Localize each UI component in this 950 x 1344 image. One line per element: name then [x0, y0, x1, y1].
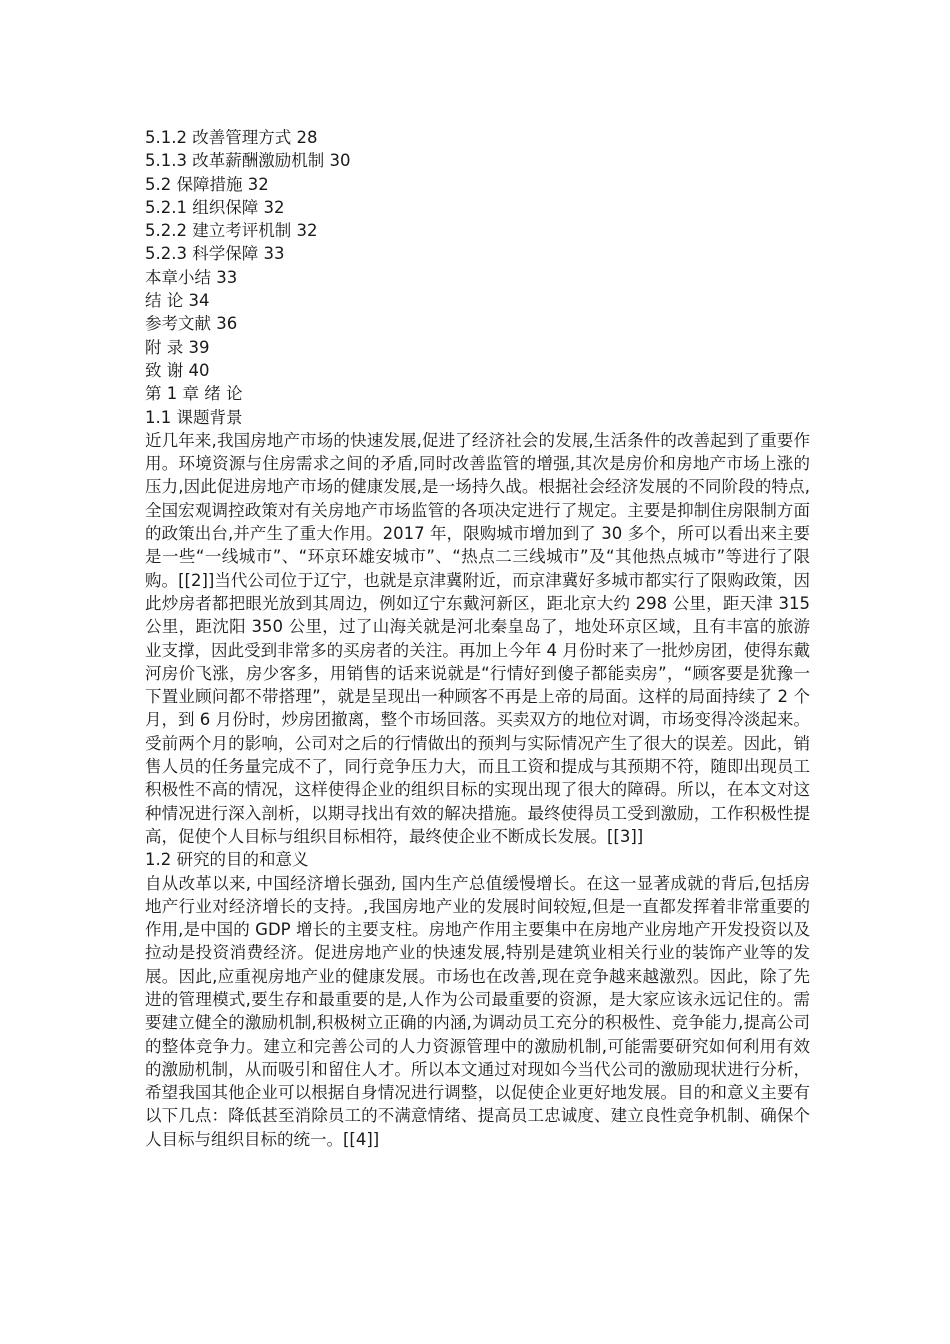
toc-entry: 结 论 34 [145, 291, 210, 311]
toc-entry: 参考文献 36 [145, 314, 238, 334]
toc-entry: 本章小结 33 [145, 267, 238, 287]
toc-entry: 5.1.2 改善管理方式 28 [145, 128, 318, 147]
toc-entry: 致 谢 40 [145, 360, 210, 380]
toc-entry: 5.2.3 科学保障 33 [145, 244, 285, 264]
toc-entry: 附 录 39 [145, 337, 210, 357]
section-paragraph: 自从改革以来, 中国经济增长强劲, 国内生产总值缓慢增长。在这一显著成就的背后,包括房地产行业对经济增长的支持。,我国房地产业的发展时间较短,但是一直都发挥着非常重要的作用,是中国的 GDP 增长的主要支柱。房地产作用主要集中在房地产业房地产开发投资以及拉动是投资消费经济。促进房地产业的快速发展,特别是建筑业相关行业的装饰产业等的发展。因此,应重视房地产业的健康发展。市场也在改善,现在竞争越来越激烈。因此，除了先进的管理模式,要生存和最重要的是,人作为公司最重要的资源，是大家应该永远记住的。需要建立健全的激励机制,积极树立正确的内涵,为调动员工充分的积极性、竞争能力,提高公司的整体竞争力。建立和完善公司的人力资源管理中的激励机制,可能需要研究如何利用有效的激励机制，从而吸引和留住人才。所以本文通过对现如今当代公司的激励现状进行分析，希望我国其他企业可以根据自身情况进行调整，以促使企业更好地发展。目的和意义主要有以下几点：降低甚至消除员工的不满意情绪、提高员工忠诚度、建立良性竞争机制、确保个人目标与组织目标的统一。[[4]] [145, 873, 810, 1149]
section-heading: 1.1 课题背景 [145, 407, 243, 427]
toc-entry: 5.2.2 建立考评机制 32 [145, 221, 318, 241]
toc-entry: 5.2.1 组织保障 32 [145, 197, 285, 217]
chapter-title: 第 1 章 绪 论 [145, 384, 243, 404]
document-page [145, 126, 810, 1151]
section-paragraph: 近几年来,我国房地产市场的快速发展,促进了经济社会的发展,生活条件的改善起到了重要作用。环境资源与住房需求之间的矛盾,同时改善监管的增强,其次是房价和房地产市场上涨的压力,因此促进房地产市场的健康发展,是一场持久战。根据社会经济发展的不同阶段的特点,全国宏观调控政策对有关房地产市场监管的各项决定进行了规定。主要是抑制住房限制方面的政策出台,并产生了重大作用。2017 年，限购城市增加到了 30 多个，所可以看出来主要是一些“一线城市”、“环京环雄安城市”、“热点二三线城市”及“其他热点城市”等进行了限购。[[2]]当代公司位于辽宁，也就是京津冀附近，而京津冀好多城市都实行了限购政策，因此炒房者都把眼光放到其周边，例如辽宁东戴河新区，距北京大约 298 公里，距天津 315 公里，距沈阳 350 公里，过了山海关就是河北秦皇岛了，地处环京区域，且有丰富的旅游业支撑，因此受到非常多的买房者的关注。再加上今年 4 月份时来了一批炒房团，使得东戴河房价飞涨，房少客多，用销售的话来说就是“行情好到傻子都能卖房”，“顾客要是犹豫一下置业顾问都不带搭理”，就是呈现出一种顾客不再是上帝的局面。这样的局面持续了 2 个月，到 6 月份时，炒房团撤离，整个市场回落。买卖双方的地位对调，市场变得冷淡起来。受前两个月的影响，公司对之后的行情做出的预判与实际情况产生了很大的误差。因此，销售人员的任务量完成不了，同行竞争压力大，而且工资和提成与其预期不符，随即出现员工积极性不高的情况，这样使得企业的组织目标的实现出现了很大的障碍。所以，在本文对这种情况进行深入剖析，以期寻找出有效的解决措施。最终使得员工受到激励，工作积极性提高，促使个人目标与组织目标相符，最终使企业不断成长发展。[[3]] [145, 430, 810, 846]
toc-entry: 5.2 保障措施 32 [145, 174, 269, 194]
toc-entry: 5.1.3 改革薪酬激励机制 30 [145, 151, 351, 171]
section-heading: 1.2 研究的目的和意义 [145, 850, 309, 870]
